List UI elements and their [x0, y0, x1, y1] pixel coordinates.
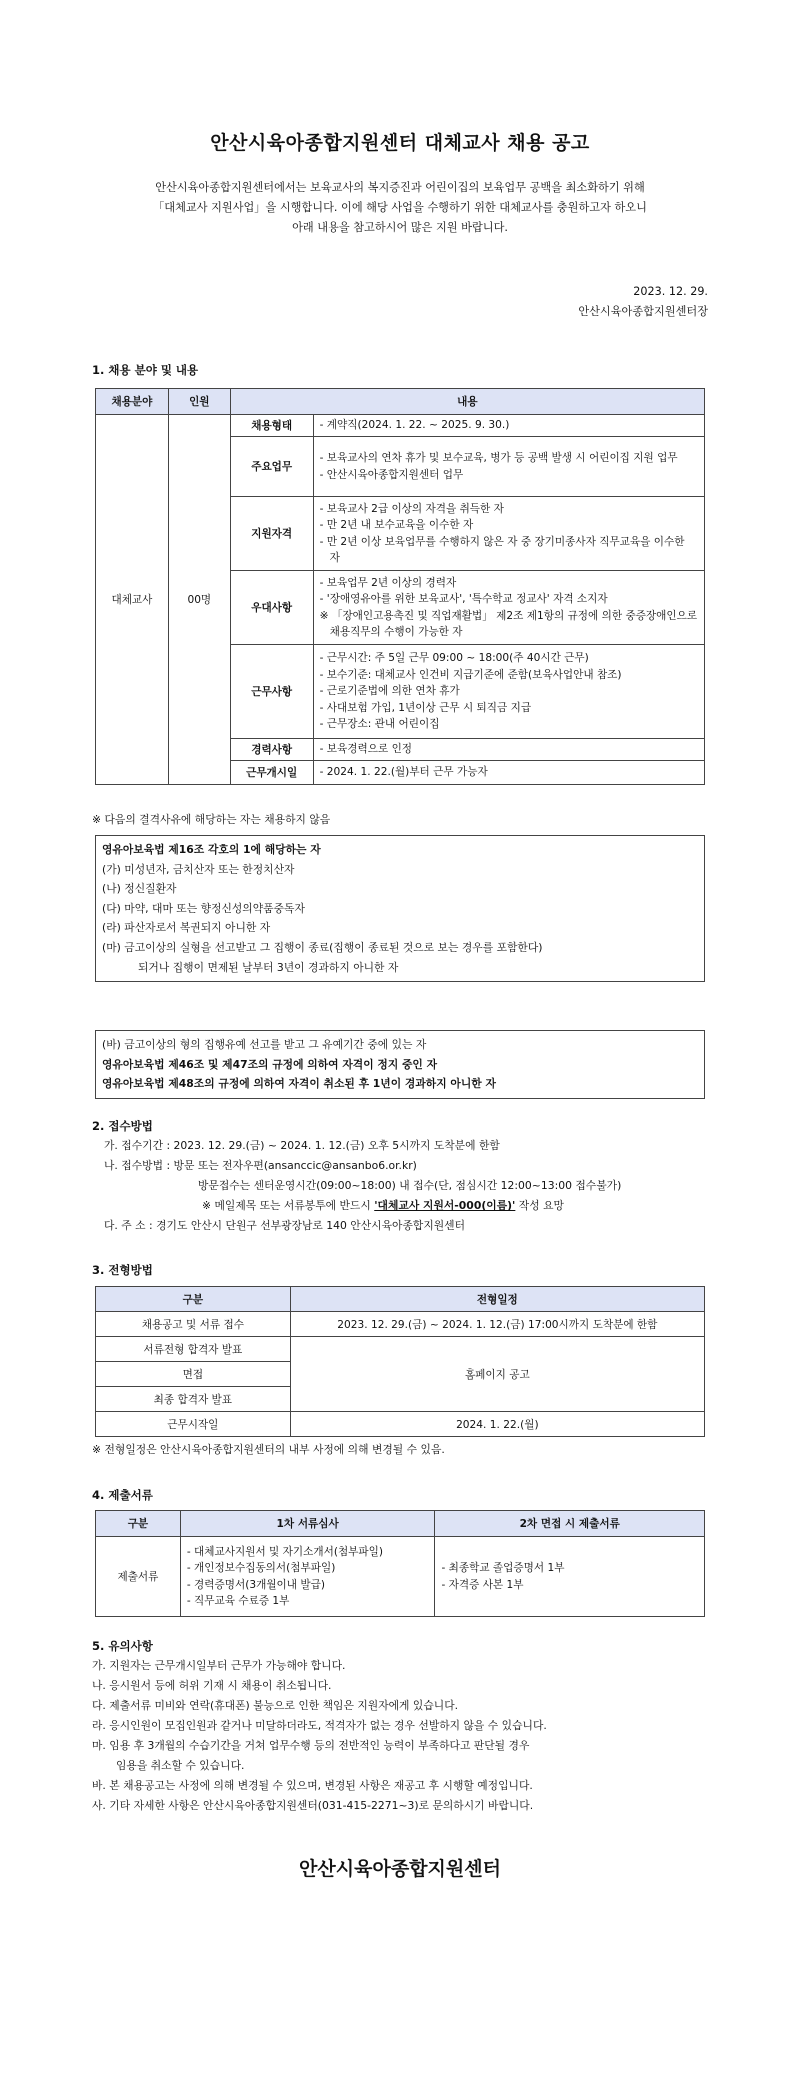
stage-schedule: 홈페이지 공고 [290, 1337, 704, 1412]
box-line: (나) 정신질환자 [102, 882, 177, 896]
box-line: 영유아보육법 제46조 및 제47조의 규정에 의하여 자격이 정지 중인 자 [102, 1057, 438, 1071]
stage-schedule: 2024. 1. 22.(월) [290, 1412, 704, 1437]
row-item: - 보육업무 2년 이상의 경력자 [319, 576, 457, 589]
row-item: ※ 「장애인고용촉진 및 직업재활법」 제2조 제1항의 규정에 의한 중증장애인으로 채용직무의 수행이 가능한 자 [319, 609, 698, 638]
header-field: 채용분야 [96, 389, 169, 415]
box-line: (라) 파산자로서 복권되지 아니한 자 [102, 921, 271, 935]
row-item: - 사대보험 가입, 1년이상 근무 시 퇴직금 지급 [319, 701, 532, 714]
row-item: - 근무장소: 관내 어린이집 [319, 718, 440, 731]
row-label: 근무사항 [230, 645, 313, 739]
row-content [313, 571, 704, 645]
row-item: - 계약직(2024. 1. 22. ~ 2025. 9. 30.) [319, 419, 510, 432]
row-label: 근무개시일 [230, 761, 313, 785]
section2-title: 2. 접수방법 [92, 1119, 153, 1133]
issuer: 안산시육아종합지원센터장 [578, 305, 708, 318]
method-label: 나. 접수방법 : [104, 1159, 171, 1172]
row-label: 우대사항 [230, 571, 313, 645]
row-label: 지원자격 [230, 497, 313, 571]
row-label: 주요업무 [230, 437, 313, 497]
row-item: - 만 2년 이상 보육업무를 수행하지 않은 자 중 장기미종사자 직무교육을 이수한 자 [319, 535, 685, 564]
address-value: 경기도 안산시 단원구 선부광장남로 140 안산시육아종합지원센터 [156, 1219, 466, 1232]
period-label: 가. 접수기간 : [104, 1139, 171, 1152]
intro-line: 「대체교사 지원사업」을 시행합니다. 이에 해당 사업을 수행하기 위한 대체교사를 충원하고자 하오니 [153, 201, 647, 214]
box-line: (바) 금고이상의 형의 집행유예 선고를 받고 그 유예기간 중에 있는 자 [102, 1038, 427, 1051]
row-content [313, 437, 704, 497]
doc-item: - 자격증 사본 1부 [441, 1578, 524, 1591]
recruitment-table [95, 388, 705, 785]
method-value: 방문 또는 전자우편(ansanccic@ansanbo6.or.kr) [173, 1159, 417, 1172]
row-item: - 보수기준: 대체교사 인건비 지급기준에 준함(보육사업안내 참조) [319, 668, 622, 681]
notice-list [92, 1656, 547, 1816]
row-item: - '장애영유아를 위한 보육교사', '특수학교 정교사' 자격 소지자 [319, 593, 608, 605]
date-block [578, 282, 708, 322]
notice-item: 사. 기타 자세한 사항은 안산시육아종합지원센터(031-415-2271~3)로 문의하시기 바랍니다. [92, 1799, 534, 1812]
count-cell: 00명 [168, 415, 230, 785]
row-item: - 안산시육아종합지원센터 업무 [319, 468, 464, 481]
doc-item: - 대체교사지원서 및 자기소개서(첨부파일) [186, 1545, 384, 1558]
section3-title: 3. 전형방법 [92, 1263, 153, 1277]
documents-label: 제출서류 [96, 1537, 181, 1617]
row-item: - 2024. 1. 22.(월)부터 근무 가능자 [319, 766, 488, 779]
row-content [313, 415, 704, 437]
box-line: (가) 미성년자, 금치산자 또는 한정치산자 [102, 862, 295, 876]
method-note: ※ 메일제목 또는 서류봉투에 반드시 '대체교사 지원서-000(이름)' 작성 요망 [202, 1199, 564, 1212]
intro-paragraph [100, 178, 700, 238]
intro-line: 아래 내용을 참고하시어 많은 지원 바랍니다. [292, 221, 508, 234]
stage-label: 면접 [96, 1362, 291, 1387]
row-item: - 보육경력으로 인정 [319, 743, 413, 756]
stage-label: 서류전형 합격자 발표 [96, 1337, 291, 1362]
document-title: 안산시육아종합지원센터 대체교사 채용 공고 [210, 132, 590, 154]
application-method [104, 1136, 621, 1236]
schedule-note: ※ 전형일정은 안산시육아종합지원센터의 내부 사정에 의해 변경될 수 있음. [92, 1443, 445, 1456]
doc-item: - 경력증명서(3개월이내 발급) [186, 1578, 325, 1591]
row-item: - 근무시간: 주 5일 근무 09:00 ~ 18:00(주 40시간 근무) [319, 652, 589, 665]
address-label: 다. 주 소 : [104, 1219, 153, 1232]
notice-item: 나. 응시원서 등에 허위 기재 시 채용이 취소됩니다. [92, 1679, 332, 1692]
header-content: 내용 [230, 389, 704, 415]
stage-schedule: 2023. 12. 29.(금) ~ 2024. 1. 12.(금) 17:00시까지 도착분에 한함 [290, 1312, 704, 1337]
stage-label: 채용공고 및 서류 접수 [96, 1312, 291, 1337]
stage-label: 최종 합격자 발표 [96, 1387, 291, 1412]
row-content [313, 497, 704, 571]
selection-table [95, 1286, 705, 1437]
box-line: 되거나 집행이 면제된 날부터 3년이 경과하지 아니한 자 [138, 960, 399, 974]
period-value: 2023. 12. 29.(금) ~ 2024. 1. 12.(금) 오후 5시까지 도착분에 한함 [173, 1139, 500, 1152]
row-content [313, 739, 704, 761]
row-label: 채용형태 [230, 415, 313, 437]
disqualification-box-2 [95, 1030, 705, 1099]
notice-item: 바. 본 채용공고는 사정에 의해 변경될 수 있으며, 변경된 사항은 재공고 후 시행할 예정입니다. [92, 1779, 533, 1792]
box-heading: 영유아보육법 제16조 각호의 1에 해당하는 자 [102, 843, 321, 856]
disqualification-note: ※ 다음의 결격사유에 해당하는 자는 채용하지 않음 [92, 813, 331, 826]
box-line: (다) 마약, 대마 또는 향정신성의약품중독자 [102, 901, 305, 915]
organization-footer: 안산시육아종합지원센터 [299, 1858, 501, 1880]
row-item: - 근로기준법에 의한 연차 휴가 [319, 685, 460, 698]
documents-table [95, 1510, 705, 1617]
row-label: 경력사항 [230, 739, 313, 761]
notice-item: 다. 제출서류 미비와 연락(휴대폰) 불능으로 인한 책임은 지원자에게 있습니다. [92, 1699, 459, 1712]
disqualification-box [95, 835, 705, 982]
method-value: 방문접수는 센터운영시간(09:00~18:00) 내 접수(단, 점심시간 12:00~13:00 접수불가) [198, 1179, 622, 1192]
doc-item: - 직무교육 수료증 1부 [186, 1595, 290, 1607]
stage-label: 근무시작일 [96, 1412, 291, 1437]
notice-item: 라. 응시인원이 모집인원과 같거나 미달하더라도, 적격자가 없는 경우 선발하지 않을 수 있습니다. [92, 1719, 547, 1732]
doc-item: - 개인정보수집동의서(첨부파일) [186, 1562, 336, 1574]
intro-line: 안산시육아종합지원센터에서는 보육교사의 복지증진과 어린이집의 보육업무 공백을 최소화하기 위해 [155, 181, 645, 194]
section5-title: 5. 유의사항 [92, 1639, 153, 1653]
second-stage-docs [435, 1537, 705, 1617]
row-item: - 보육교사의 연차 휴가 및 보수교육, 병가 등 공백 발생 시 어린이집 지원 업무 [319, 452, 678, 464]
row-content [313, 761, 704, 785]
notice-item: 임용을 취소할 수 있습니다. [116, 1759, 245, 1772]
header-category: 구분 [96, 1287, 291, 1312]
first-stage-docs [180, 1537, 435, 1617]
section1-title: 1. 채용 분야 및 내용 [92, 363, 199, 377]
notice-item: 가. 지원자는 근무개시일부터 근무가 가능해야 합니다. [92, 1659, 346, 1672]
header-first: 1차 서류심사 [180, 1511, 435, 1537]
section4-title: 4. 제출서류 [92, 1488, 153, 1502]
header-count: 인원 [168, 389, 230, 415]
doc-item: - 최종학교 졸업증명서 1부 [441, 1562, 565, 1574]
announcement-date: 2023. 12. 29. [633, 285, 708, 298]
header-second: 2차 면접 시 제출서류 [435, 1511, 705, 1537]
header-schedule: 전형일정 [290, 1287, 704, 1312]
row-content [313, 645, 704, 739]
box-line: (마) 금고이상의 실형을 선고받고 그 집행이 종료(집행이 종료된 것으로 보는 경우를 포함한다) [102, 940, 543, 954]
field-cell: 대체교사 [96, 415, 169, 785]
notice-item: 마. 임용 후 3개월의 수습기간을 거쳐 업무수행 등의 전반적인 능력이 부족하다고 판단될 경우 [92, 1739, 530, 1752]
row-item: - 보육교사 2급 이상의 자격을 취득한 자 [319, 502, 504, 515]
header-category: 구분 [96, 1511, 181, 1537]
row-item: - 만 2년 내 보수교육을 이수한 자 [319, 519, 474, 531]
box-line: 영유아보육법 제48조의 규정에 의하여 자격이 취소된 후 1년이 경과하지 아니한 자 [102, 1077, 496, 1091]
